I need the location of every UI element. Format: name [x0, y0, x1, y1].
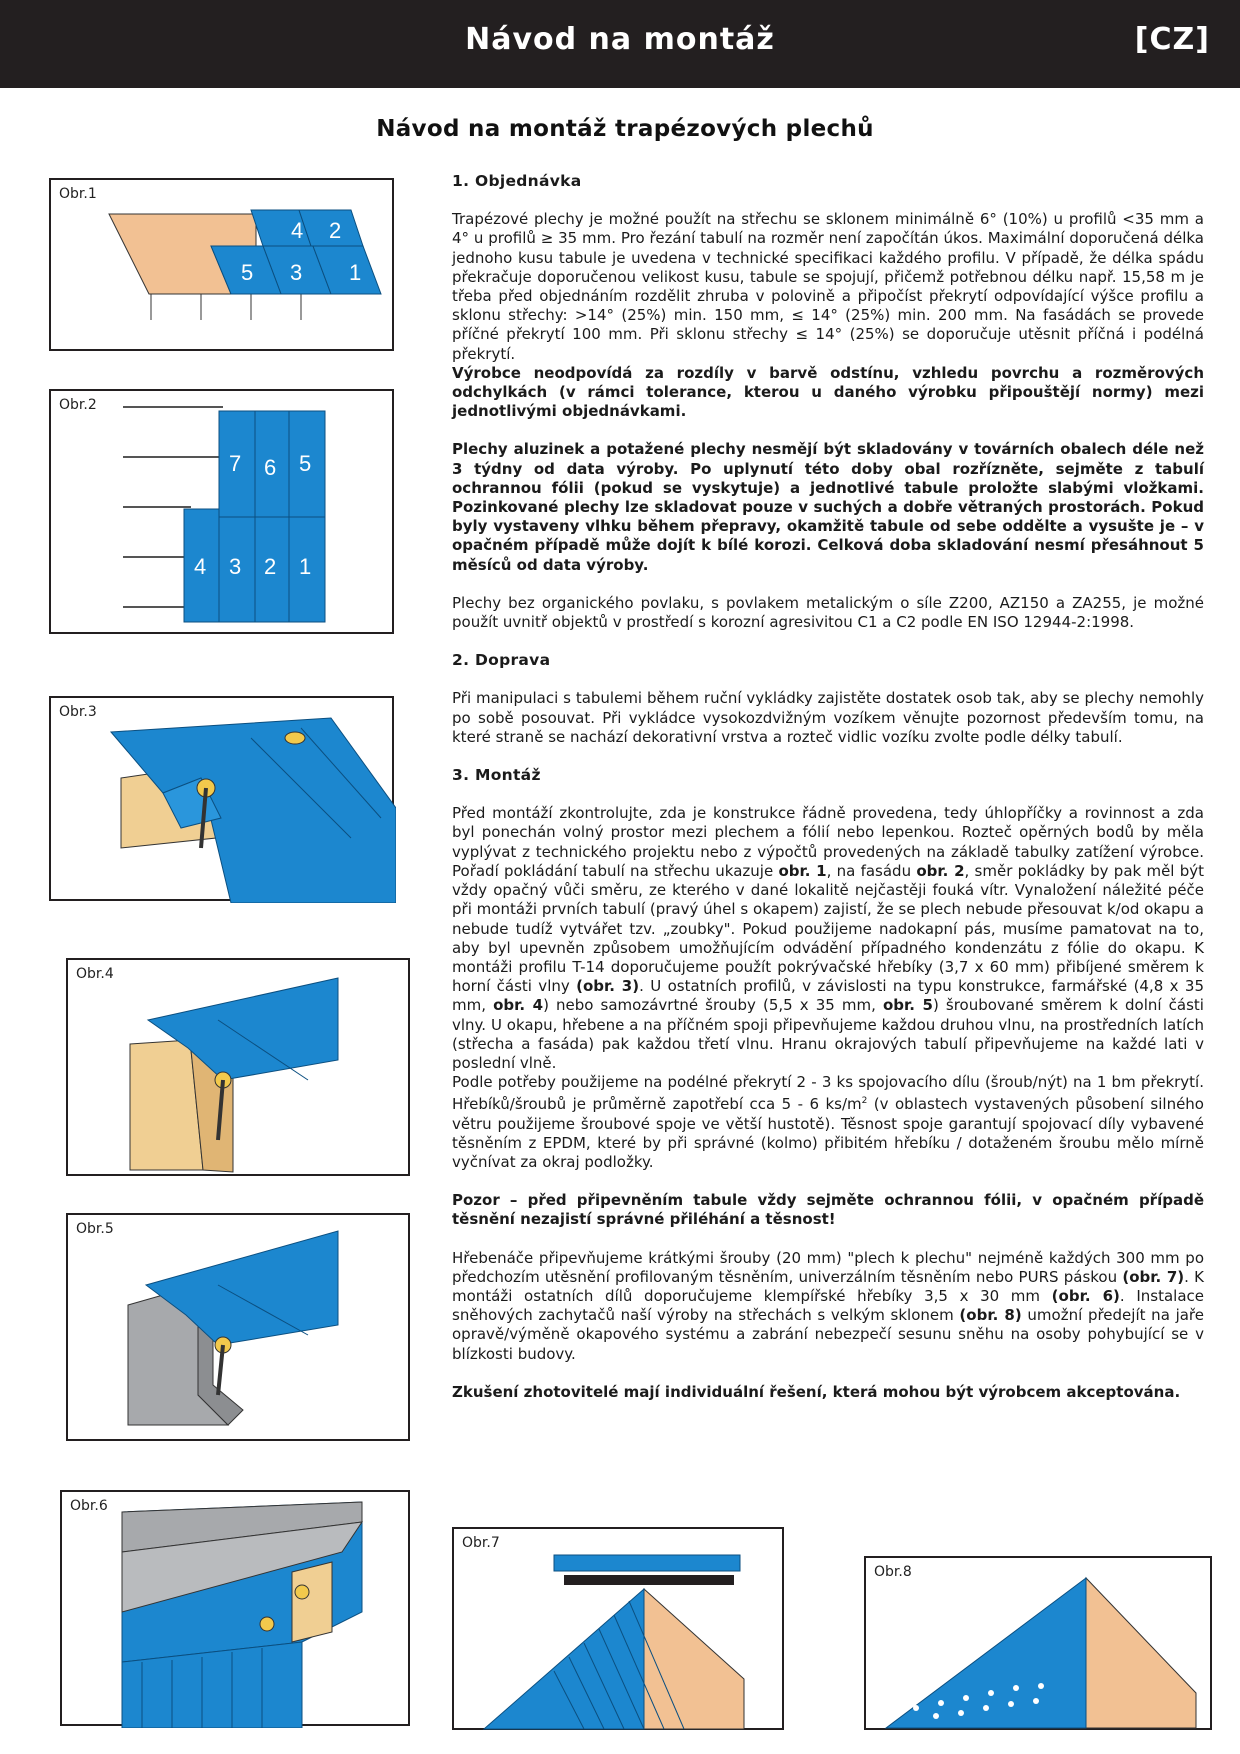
section-heading-transport: 2. Doprava [452, 651, 551, 670]
figure-label: Obr.2 [59, 397, 97, 413]
mounting-paragraph: Před montáží zkontrolujte, zda je konstrukce řádně provedena, tedy úhlopříčky a rovinnost a zda byl ponechán volný prostor mezi plechem a fólií nebo lepenkou. Rozteč opěrných bodů by měla vyplývat z technického projektu nebo z výpočtů provedených na základě tabulky zatížení výrobce. Pořadí pokládání tabulí na střechu ukazuje obr. 1, na fasádu obr. 2, směr pokládky by pak měl být vždy opačný vůči směru, ze kterého v dané lokalitě nejčastěji fouká vítr. Vynaložení náležité péče při montáži prvních tabulí (pravý úhel s okapem) zajistí, že se plech nebude přesouvat k/od okapu a nebude tudíž vytvářet tzv. „zoubky". Pokud použijeme nadokapní pás, musíme pamatovat na to, aby byl upevněn způsobem umožňujícím odvádění případného kondenzátu z fólie do okapu. K montáži profilu T-14 doporučujeme použít pokrývačské hřebíky (3,7 x 60 mm) přibíjené směrem k horní části vlny (obr. 3). U ostatních profilů, v závislosti na typu konstrukce, farmářské (4,8 x 35 mm, obr. 4) nebo samozávrtné šrouby (5,5 x 35 mm, obr. 5) šroubované směrem k dolní části vlny. U okapu, hřebene a na příčném spoji připevňujeme každou druhou vlnu, na prostředních latích (střecha a fasáda) pak každou třetí vlnu. Hranu okrajových tabulí připevňujeme na každé lati v poslední vlně. [452, 804, 1204, 1072]
coating-paragraph: Plechy bez organického povlaku, s povlakem metalickým o síle Z200, AZ150 a ZA255, je možné použít uvnitř objektů v prostředí s korozní agresivitou C1 a C2 podle EN ISO 12944-2:1998. [452, 593, 1204, 632]
sheet-number: 5 [241, 260, 254, 285]
storage-paragraph: Plechy aluzinek a potažené plechy nesmějí být skladovány v továrních obalech déle než 3 týdny od data výroby. Po uplynutí této doby obal rozřízněte, sejměte z tabulí ochrannou fólii (pokud se vyskytuje) a jednotlivé tabule proložte slabými vložkami. Pozinkované plechy lze skladovat pouze v suchých a dobře větraných prostorách. Pokud byly vystaveny vlhku během přepravy, okamžitě tabule od sebe oddělte a vysušte je – v opačném případě může dojít k bílé korozi. Celková doba skladování nesmí přesáhnout 5 měsíců od data výroby. [452, 440, 1204, 574]
sheet-number: 2 [329, 218, 342, 243]
header-bar [0, 0, 1240, 88]
sheet-number: 1 [349, 260, 362, 285]
figure-label: Obr.7 [462, 1535, 500, 1551]
figure-reference: obr. 2 [916, 861, 965, 880]
sheet-number: 6 [264, 455, 277, 480]
figure-reference: (obr. 6) [1051, 1286, 1120, 1305]
sheet-number: 3 [290, 260, 303, 285]
sheet-number: 2 [264, 554, 277, 579]
sheet-number: 3 [229, 554, 242, 579]
figure-1 [49, 178, 394, 351]
figure-reference: (obr. 3) [576, 977, 640, 996]
instructions-text [452, 172, 1204, 1421]
sheet-number: 4 [194, 554, 207, 579]
figure-label: Obr.3 [59, 704, 97, 720]
order-paragraph: Trapézové plechy je možné použít na střechu se sklonem minimálně 6° (10%) u profilů <35 mm a 4° u profilů ≥ 35 mm. Pro řezání tabulí na rozměr není započítán úkos. Maximální doporučená délka jednoho kusu tabule je uvedena v technické specifikaci každého profilu. V případě, že délka spádu překračuje doporučenou velikost kusu, tabule se spojují, přičemž potřebnou délku např. 15,58 m je třeba před objednáním rozdělit zhruba v polovině a připočíst překrytí odpovídající výšce profilu a sklonu střechy: >14° (25%) min. 150 mm, ≤ 14° (25%) min. 200 mm. Na fasádách se provede příčné překrytí 100 mm. Při sklonu střechy ≤ 14° (25%) se doporučuje utěsnit příčná i podélná překrytí. [452, 210, 1204, 363]
figure-label: Obr.6 [70, 1498, 108, 1514]
figure-reference: (obr. 7) [1122, 1267, 1185, 1286]
section-heading-mounting: 3. Montáž [452, 766, 541, 785]
figure-reference: (obr. 8) [959, 1306, 1022, 1325]
snow-guard-illustration [866, 1558, 1214, 1732]
document-title: Návod na montáž trapézových plechů [376, 116, 874, 142]
flashing-nail-illustration [62, 1492, 412, 1728]
figure-3 [49, 696, 394, 901]
roof-sheet-order-illustration [51, 180, 396, 353]
transport-paragraph: Při manipulaci s tabulemi během ruční vykládky zajistěte dostatek osob tak, aby se plechy nemohly po sobě posouvat. Při vykládce vysokozdvižným vozíkem věnujte pozornost především tomu, na které straně se nachází dekorativní vrstva a rozteč vidlic vozíku zvolte podle délky tabulí. [452, 689, 1204, 746]
figure-label: Obr.8 [874, 1564, 912, 1580]
closing-note: Zkušení zhotovitelé mají individuální řešení, která mohou být výrobcem akceptována. [452, 1382, 1181, 1401]
figure-reference: obr. 1 [778, 861, 827, 880]
figure-6 [60, 1490, 410, 1726]
section-heading-order: 1. Objednávka [452, 172, 582, 190]
figure-2 [49, 389, 394, 634]
facade-sheet-order-illustration [51, 391, 396, 636]
figure-label: Obr.1 [59, 186, 97, 202]
sheet-number: 4 [291, 218, 304, 243]
sheet-number: 5 [299, 451, 312, 476]
sheet-number: 7 [229, 451, 242, 476]
sheet-number: 1 [299, 554, 312, 579]
warning-paragraph: Pozor – před připevněním tabule vždy sejměte ochrannou fólii, v opačném případě těsnění nezajistí správné přiléhání a těsnost! [452, 1191, 1204, 1229]
figure-5 [66, 1213, 410, 1441]
nail-fixing-illustration [51, 698, 396, 903]
figure-reference: obr. 5 [882, 996, 933, 1015]
self-drilling-screw-illustration [68, 1215, 412, 1443]
farmer-screw-illustration [68, 960, 412, 1178]
header-title: Návod na montáž [465, 22, 775, 57]
figure-7 [452, 1527, 784, 1730]
figure-8 [864, 1556, 1212, 1730]
order-disclaimer: Výrobce neodpovídá za rozdíly v barvě odstínu, vzhledu povrchu a rozměrových odchylkách (v rámci tolerance, kterou u daného výrobku připouštějí normy) mezi jednotlivými objednávkami. [452, 363, 1204, 421]
figure-label: Obr.5 [76, 1221, 114, 1237]
figure-reference: obr. 4 [493, 996, 544, 1015]
ridge-paragraph: Hřebenáče připevňujeme krátkými šrouby (20 mm) "plech k plechu" nejméně každých 300 mm po předchozím utěsnění profilovaným těsněním, univerzálním těsněním nebo PURS páskou (obr. 7). K montáži ostatních dílů doporučujeme klempířské hřebíky 3,5 x 30 mm (obr. 6). Instalace sněhových zachytačů naší výroby na střechách s velkým sklonem (obr. 8) umožní předejít na jaře opravě/výměně okapového systému a zabrání nebezpečí sesunu sněhu na osoby pohybující se v blízkosti budovy. [452, 1248, 1204, 1363]
ridge-cap-illustration [454, 1529, 786, 1732]
language-code: [CZ] [1134, 22, 1210, 57]
figure-label: Obr.4 [76, 966, 114, 982]
figure-4 [66, 958, 410, 1176]
fastener-paragraph: Podle potřeby použijeme na podélné překrytí 2 - 3 ks spojovacího dílu (šroub/nýt) na 1 bm překrytí. Hřebíků/šroubů je průměrně zapotřebí cca 5 - 6 $ks/m^2$ (v oblastech vystavených působení silného větru použijeme šroubové spoje ve větší hustotě). Těsnost spoje garantují spojovací díly vybavené těsněním z EPDM, které by při správné (kolmo) přibitém hřebíku / dotaženém šroubu mělo mírně vyčnívat za okraj podložky. [452, 1073, 1204, 1171]
